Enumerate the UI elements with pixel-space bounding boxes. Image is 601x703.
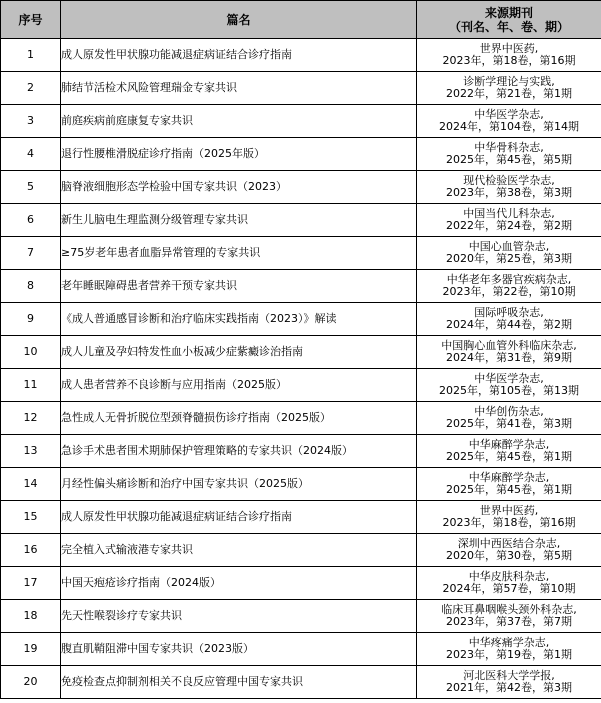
row-title: 免疫检查点抑制剂相关不良反应管理中国专家共识 — [61, 666, 417, 699]
table-row — [1, 666, 601, 699]
row-source — [417, 39, 601, 72]
table-row — [1, 138, 601, 171]
row-number: 17 — [1, 567, 61, 600]
row-source — [417, 600, 601, 633]
row-issue: 2024年，第44卷，第2期 — [446, 318, 572, 331]
table-row — [1, 39, 601, 72]
row-title: 成人原发性甲状腺功能减退症病证结合诊疗指南 — [61, 501, 417, 534]
row-number: 10 — [1, 336, 61, 369]
row-source — [417, 402, 601, 435]
row-title: 前庭疾病前庭康复专家共识 — [61, 105, 417, 138]
row-number: 14 — [1, 468, 61, 501]
row-source — [417, 369, 601, 402]
row-journal: 临床耳鼻咽喉头颈外科杂志, — [441, 603, 577, 616]
row-journal: 世界中医药, — [479, 504, 539, 517]
row-journal: 国际呼吸杂志, — [474, 306, 544, 319]
row-source — [417, 534, 601, 567]
row-source — [417, 468, 601, 501]
table-row — [1, 567, 601, 600]
row-source — [417, 303, 601, 336]
row-issue: 2023年，第37卷，第7期 — [446, 615, 572, 628]
row-title: 成人儿童及孕妇特发性血小板减少症紫癜诊治指南 — [61, 336, 417, 369]
row-title: 腹直肌鞘阻滞中国专家共识（2023版） — [61, 633, 417, 666]
header-no: 序号 — [1, 1, 61, 39]
row-issue: 2025年，第41卷，第3期 — [446, 417, 572, 430]
row-journal: 中华麻醉学杂志, — [468, 471, 550, 484]
row-title: 急诊手术患者围术期肺保护管理策略的专家共识（2024版） — [61, 435, 417, 468]
row-issue: 2021年，第42卷，第3期 — [446, 681, 572, 694]
table-row — [1, 336, 601, 369]
row-number: 16 — [1, 534, 61, 567]
table-row — [1, 468, 601, 501]
row-title: 先天性喉裂诊疗专家共识 — [61, 600, 417, 633]
row-issue: 2025年，第45卷，第1期 — [446, 483, 572, 496]
row-source — [417, 270, 601, 303]
row-source — [417, 666, 601, 699]
row-number: 2 — [1, 72, 61, 105]
row-journal: 中华医学杂志, — [474, 108, 544, 121]
table-row — [1, 369, 601, 402]
row-journal: 现代检验医学杂志, — [463, 174, 555, 187]
row-journal: 中国当代儿科杂志, — [463, 207, 555, 220]
row-source — [417, 105, 601, 138]
row-journal: 深圳中西医结合杂志, — [457, 537, 561, 550]
row-journal: 中华创伤杂志, — [474, 405, 544, 418]
row-title: 《成人普通感冒诊断和治疗临床实践指南（2023）》解读 — [61, 303, 417, 336]
row-number: 7 — [1, 237, 61, 270]
row-issue: 2024年，第31卷，第9期 — [446, 351, 572, 364]
row-journal: 中华麻醉学杂志, — [468, 438, 550, 451]
table-row — [1, 270, 601, 303]
row-number: 6 — [1, 204, 61, 237]
row-source — [417, 633, 601, 666]
row-source — [417, 336, 601, 369]
header-title: 篇名 — [61, 1, 417, 39]
table-body — [1, 39, 601, 699]
row-title: 成人患者营养不良诊断与应用指南（2025版） — [61, 369, 417, 402]
row-number: 9 — [1, 303, 61, 336]
table-row — [1, 633, 601, 666]
table-row — [1, 435, 601, 468]
row-journal: 中华老年多器官疾病杂志, — [446, 273, 572, 286]
table-row — [1, 501, 601, 534]
row-journal: 诊断学理论与实践, — [463, 75, 555, 88]
row-journal: 中华皮肤科杂志, — [468, 570, 550, 583]
row-title: ≥75岁老年患者血脂异常管理的专家共识 — [61, 237, 417, 270]
row-source — [417, 171, 601, 204]
row-source — [417, 72, 601, 105]
row-issue: 2023年，第38卷，第3期 — [446, 186, 572, 199]
row-number: 19 — [1, 633, 61, 666]
row-journal: 世界中医药, — [479, 42, 539, 55]
table-row — [1, 204, 601, 237]
row-title: 退行性腰椎滑脱症诊疗指南（2025年版） — [61, 138, 417, 171]
row-issue: 2023年，第22卷，第10期 — [442, 285, 576, 298]
table-row — [1, 237, 601, 270]
row-source — [417, 138, 601, 171]
table-row — [1, 105, 601, 138]
row-title: 完全植入式输液港专家共识 — [61, 534, 417, 567]
row-number: 3 — [1, 105, 61, 138]
header-source-line2: （刊名、年、卷、期） — [448, 19, 569, 34]
row-title: 中国天疱疮诊疗指南（2024版） — [61, 567, 417, 600]
table-row — [1, 72, 601, 105]
row-title: 肺结节活检术风险管理瑞金专家共识 — [61, 72, 417, 105]
row-issue: 2023年，第18卷，第16期 — [442, 54, 576, 67]
row-number: 11 — [1, 369, 61, 402]
table-row — [1, 303, 601, 336]
table-row — [1, 534, 601, 567]
row-issue: 2022年，第24卷，第2期 — [446, 219, 572, 232]
table-row — [1, 171, 601, 204]
row-number: 18 — [1, 600, 61, 633]
row-source — [417, 237, 601, 270]
row-number: 4 — [1, 138, 61, 171]
row-number: 15 — [1, 501, 61, 534]
row-number: 13 — [1, 435, 61, 468]
row-issue: 2023年，第18卷，第16期 — [442, 516, 576, 529]
row-title: 脑脊液细胞形态学检验中国专家共识（2023） — [61, 171, 417, 204]
row-issue: 2024年，第104卷，第14期 — [439, 120, 579, 133]
row-source — [417, 435, 601, 468]
row-title: 月经性偏头痛诊断和治疗中国专家共识（2025版） — [61, 468, 417, 501]
header-source-line1: 来源期刊 — [484, 5, 533, 20]
row-issue: 2025年，第45卷，第1期 — [446, 450, 572, 463]
header-source — [417, 1, 601, 39]
row-number: 20 — [1, 666, 61, 699]
row-issue: 2023年，第19卷，第1期 — [446, 648, 572, 661]
row-title: 新生儿脑电生理监测分级管理专家共识 — [61, 204, 417, 237]
row-issue: 2020年，第25卷，第3期 — [446, 252, 572, 265]
row-journal: 中国胸心血管外科临床杂志, — [441, 339, 577, 352]
row-number: 12 — [1, 402, 61, 435]
table-header-row — [1, 1, 601, 39]
row-source — [417, 204, 601, 237]
table-row — [1, 402, 601, 435]
row-number: 8 — [1, 270, 61, 303]
row-issue: 2024年，第57卷，第10期 — [442, 582, 576, 595]
row-journal: 中华骨科杂志, — [474, 141, 544, 154]
row-issue: 2022年，第21卷，第1期 — [446, 87, 572, 100]
row-journal: 河北医科大学学报, — [463, 669, 555, 682]
row-journal: 中国心血管杂志, — [468, 240, 550, 253]
row-issue: 2025年，第45卷，第5期 — [446, 153, 572, 166]
row-number: 5 — [1, 171, 61, 204]
table-row — [1, 600, 601, 633]
row-source — [417, 567, 601, 600]
row-issue: 2025年，第105卷，第13期 — [439, 384, 579, 397]
row-journal: 中华疼痛学杂志, — [468, 636, 550, 649]
row-number: 1 — [1, 39, 61, 72]
row-source — [417, 501, 601, 534]
row-title: 老年睡眠障碍患者营养干预专家共识 — [61, 270, 417, 303]
row-journal: 中华医学杂志, — [474, 372, 544, 385]
row-title: 成人原发性甲状腺功能减退症病证结合诊疗指南 — [61, 39, 417, 72]
row-title: 急性成人无骨折脱位型颈脊髓损伤诊疗指南（2025版） — [61, 402, 417, 435]
row-issue: 2020年，第30卷，第5期 — [446, 549, 572, 562]
